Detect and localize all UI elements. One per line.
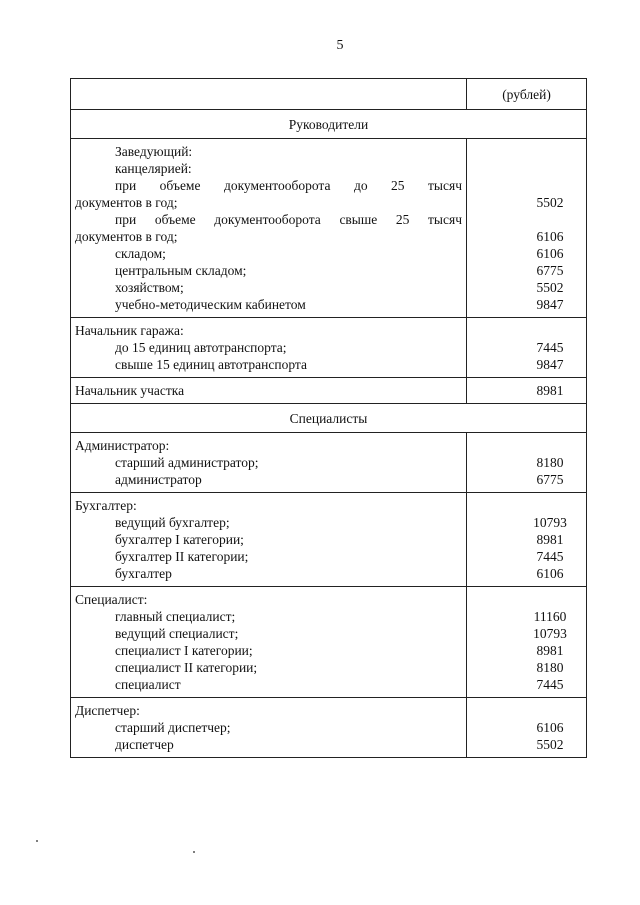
position-line: до 15 единиц автотранспорта; (115, 340, 287, 355)
salary-values-cell (467, 378, 587, 404)
position-group-row (71, 433, 587, 493)
position-line: ведущий бухгалтер; (115, 515, 230, 530)
page-number: 5 (336, 38, 344, 53)
position-line: Диспетчер: (75, 703, 140, 718)
salary-values-cell (467, 139, 587, 318)
position-line: хозяйством; (115, 280, 184, 295)
position-line: Бухгалтер: (75, 498, 137, 513)
position-line: Начальник участка (75, 383, 185, 398)
salary-value: 8981 (536, 643, 564, 658)
position-line: Специалист: (75, 592, 148, 607)
salary-value: 8180 (536, 455, 564, 470)
salary-values-cell (467, 318, 587, 378)
position-group-row (71, 378, 587, 404)
salary-value: 6106 (536, 246, 564, 261)
salary-value: 6106 (536, 720, 564, 735)
section-header-row (71, 404, 587, 433)
position-names-cell (71, 433, 467, 493)
position-line: бухгалтер I категории; (115, 532, 244, 547)
salary-value: 10793 (533, 515, 567, 530)
position-line: специалист I категории; (115, 643, 253, 658)
position-line: старший диспетчер; (115, 720, 231, 735)
salary-value: 6775 (536, 263, 564, 278)
salary-value: 8981 (536, 383, 564, 398)
position-names-cell (71, 139, 467, 318)
section-header-row (71, 110, 587, 139)
position-names-cell (71, 378, 467, 404)
position-line: учебно-методическим кабинетом (115, 297, 306, 312)
position-line: центральным складом; (115, 263, 247, 278)
scan-speck (193, 851, 195, 853)
salary-value: 6106 (536, 229, 564, 244)
position-line: при объеме документооборота свыше 25 тысяч (115, 212, 462, 227)
position-line: старший администратор; (115, 455, 259, 470)
position-line: Начальник гаража: (75, 323, 184, 338)
salary-value-empty (467, 497, 580, 514)
salary-value: 8180 (536, 660, 564, 675)
position-group-row (71, 493, 587, 587)
salary-value-empty (467, 437, 580, 454)
salary-value: 8981 (536, 532, 564, 547)
position-names-cell (71, 318, 467, 378)
salary-value-empty (467, 160, 580, 177)
salary-value-empty (467, 211, 580, 228)
position-line: ведущий специалист; (115, 626, 239, 641)
position-names-cell (71, 698, 467, 758)
salary-value: 5502 (536, 195, 564, 210)
position-line: документов в год; (75, 229, 178, 244)
position-group-row (71, 139, 587, 318)
salary-value: 7445 (536, 549, 564, 564)
section-title: Руководители (71, 110, 587, 139)
salary-value-empty (467, 143, 580, 160)
unit-row-empty-cell (71, 79, 467, 110)
position-line: свыше 15 единиц автотранспорта (115, 357, 307, 372)
position-line: бухгалтер (115, 566, 172, 581)
unit-row (71, 79, 587, 110)
salary-values-cell (467, 433, 587, 493)
salary-value: 9847 (536, 357, 564, 372)
salary-value: 7445 (536, 340, 564, 355)
salary-value-empty (467, 177, 580, 194)
position-line: главный специалист; (115, 609, 236, 624)
salary-table (70, 78, 587, 758)
position-line: Заведующий: (115, 144, 193, 159)
position-line: специалист (115, 677, 181, 692)
position-group-row (71, 698, 587, 758)
position-line: Администратор: (75, 438, 170, 453)
salary-values-cell (467, 587, 587, 698)
position-group-row (71, 587, 587, 698)
salary-table-body (71, 79, 587, 758)
salary-value: 11160 (533, 609, 567, 624)
position-line: администратор (115, 472, 202, 487)
position-line: при объеме документооборота до 25 тысяч (115, 178, 462, 193)
position-names-cell (71, 493, 467, 587)
position-names-cell (71, 587, 467, 698)
salary-value: 6106 (536, 566, 564, 581)
salary-value: 7445 (536, 677, 564, 692)
salary-values-cell (467, 493, 587, 587)
position-line: канцелярией: (115, 161, 192, 176)
salary-value-empty (467, 702, 580, 719)
salary-value-empty (467, 322, 580, 339)
position-line: документов в год; (75, 195, 178, 210)
salary-value: 6775 (536, 472, 564, 487)
position-line: специалист II категории; (115, 660, 258, 675)
section-title: Специалисты (71, 404, 587, 433)
position-line: складом; (115, 246, 166, 261)
salary-value-empty (467, 591, 580, 608)
position-line: диспетчер (115, 737, 174, 752)
scan-speck (36, 840, 38, 842)
salary-value: 5502 (536, 737, 564, 752)
salary-value: 10793 (533, 626, 567, 641)
unit-label: (рублей) (467, 79, 587, 110)
salary-value: 9847 (536, 297, 564, 312)
salary-value: 5502 (536, 280, 564, 295)
position-group-row (71, 318, 587, 378)
position-line: бухгалтер II категории; (115, 549, 249, 564)
salary-values-cell (467, 698, 587, 758)
